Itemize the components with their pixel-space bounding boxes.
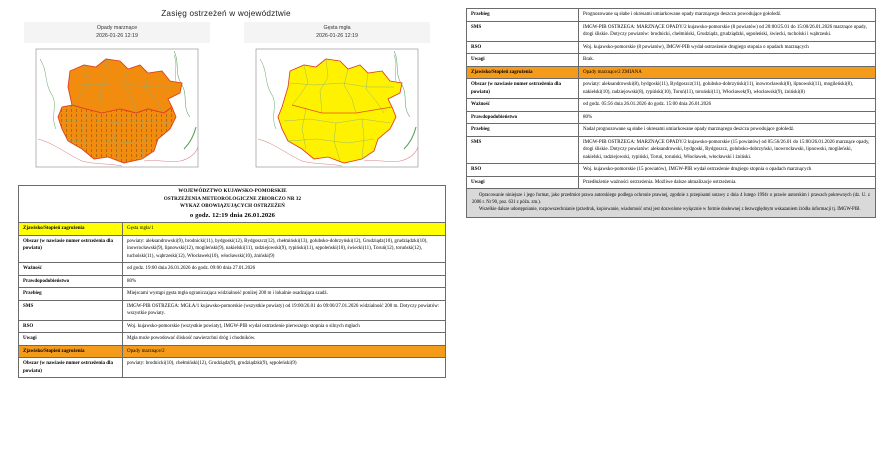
map-dense-fog-name: Gęsta mgła (323, 25, 351, 31)
table-row-course-freezing2 (467, 9, 876, 22)
value-sms-freezing2: IMGW-PIB OSTRZEGA: MARZNĄCE OPADY/2 kujawsko-pomorskie (8 powiatów) od 20:00/25.01 do 15:00/26.01.2026 marznące opady, drogi śliskie. Dotyczy powiatów: brodnicki, chełmiński, Grudziądz, grudziądzki, sępoleński, świecki, tucholski i wąbrzeski. (579, 21, 876, 41)
value-probability-freezing2-change: 80% (579, 111, 876, 124)
maps-section-title: Zasięg ostrzeżeń w województwie (161, 9, 291, 18)
value-phenomenon-freezing2: Opady marznące/2 (123, 345, 446, 358)
table-row-course-freezing2-change (467, 124, 876, 137)
label-phenomenon-2: Zjawisko/Stopień zagrożenia (19, 345, 123, 358)
table-row-area-freezing2-change (467, 79, 876, 99)
table-row-area-freezing2 (19, 358, 446, 378)
table-row-rso-freezing2 (467, 41, 876, 54)
value-area-freezing2: powiaty: brodnicki(10), chełmiński(12), Grudziądz(9), grudziądzki(9), sępoleński(9) (123, 358, 446, 378)
label-validity: Ważność (19, 263, 123, 276)
table-row-sms-freezing2-change (467, 136, 876, 164)
doc-title-line1: WOJEWÓDZTWO KUJAWSKO-POMORSKIE (178, 189, 287, 194)
map-dense-fog-svg (244, 43, 430, 175)
label-course-r1: Przebieg (467, 9, 579, 22)
table-row-probability-fog (19, 275, 446, 288)
table-row-remarks-fog (19, 333, 446, 346)
label-probability-r2: Prawdopodobieństwo (467, 111, 579, 124)
value-rso-freezing2-change: Woj. kujawsko-pomorskie (15 powiatów), IMGW-PIB wydał ostrzeżenie drugiego stopnia o opadach marznących (579, 164, 876, 177)
maps-row (0, 18, 452, 175)
map-freezing-rain-svg (24, 43, 210, 175)
label-remarks: Uwagi (19, 333, 123, 346)
table-row-validity-freezing2-change (467, 99, 876, 112)
document-title-row (19, 186, 446, 223)
table-row-remarks-freezing2 (467, 54, 876, 67)
table-row-area-fog (19, 235, 446, 263)
map-dense-fog (244, 22, 430, 175)
label-sms: SMS (19, 300, 123, 320)
table-row-course-fog (19, 288, 446, 301)
table-row-rso-fog (19, 320, 446, 333)
value-course-freezing2-change: Nadal prognozowane są słabe i okresami umiarkowane opady marznącego deszczu powodujące gołoledź. (579, 124, 876, 137)
label-area: Obszar (w nawiasie numer ostrzeżenia dla powiatu) (19, 235, 123, 263)
label-remarks-r2: Uwagi (467, 176, 579, 189)
value-rso-fog: Woj. kujawsko-pomorskie (wszystkie powiaty), IMGW-PIB wydał ostrzeżenie pierwszego stopnia o silnych mgłach (123, 320, 446, 333)
table-row-remarks-freezing2-change (467, 176, 876, 189)
map-dense-fog-timestamp: 2026-01-26 12:19 (316, 32, 358, 39)
label-remarks-r1: Uwagi (467, 54, 579, 67)
value-phenomenon-freezing2-change: Opady marznące/2 ZMIANA (579, 66, 876, 79)
doc-title-line3: WYKAZ OBOWIĄZUJĄCYCH OSTRZEŻEŃ (180, 204, 285, 209)
label-rso-r2: RSO (467, 164, 579, 177)
table-row-sms-freezing2 (467, 21, 876, 41)
value-validity-freezing2-change: od godz. 05:56 dnia 26.01.2026 do godz. 15:00 dnia 26.01.2026 (579, 99, 876, 112)
value-remarks-freezing2-change: Przedłużenie ważności ostrzeżenia. Możliwe dalsze aktualizacje ostrzeżenia. (579, 176, 876, 189)
map-dense-fog-frame (244, 43, 430, 175)
table-row-rso-freezing2-change (467, 164, 876, 177)
value-course-fog: Miejscami wystąpi gęsta mgła ograniczająca widzialność poniżej 200 m i lokalnie osadzająca szadź. (123, 288, 446, 301)
table-row-sms-fog (19, 300, 446, 320)
label-area-r2: Obszar (w nawiasie numer ostrzeżenia dla powiatu) (467, 79, 579, 99)
footnote-paragraph-1: Opracowanie niniejsze i jego format, jako przedmiot prawa autorskiego podlega ochronie prawnej, zgodnie z przepisami ustawy z dnia 4 lutego 1994r o prawie autorskim i prawach pokrewnych (dz. U. z 2006 r. Nr 90, poz. 631 z późn. zm.). (472, 193, 870, 206)
table-row-phenomenon-freezing2 (19, 345, 446, 358)
value-rso-freezing2: Woj. kujawsko-pomorskie (8 powiatów), IMGW-PIB wydał ostrzeżenie drugiego stopnia o opadach marznących (579, 41, 876, 54)
value-phenomenon-fog: Gęsta mgła/1 (123, 223, 446, 236)
value-validity-fog: od godz. 19:00 dnia 26.01.2026 do godz. 09:00 dnia 27.01.2026 (123, 263, 446, 276)
table-row-validity-fog (19, 263, 446, 276)
value-sms-fog: IMGW-PIB OSTRZEGA: MGŁA/1 kujawsko-pomorskie (wszystkie powiaty) od 19:00/26.01 do 09:00/27.01.2026 widzialność 200 m. Dotyczy powiatów: wszystkie powiaty. (123, 300, 446, 320)
map-freezing-rain-name: Opady marznące (96, 25, 138, 31)
value-remarks-fog: Mgła może powodować śliskość nawierzchni dróg i chodników. (123, 333, 446, 346)
value-remarks-freezing2: Brak. (579, 54, 876, 67)
label-course-r2: Przebieg (467, 124, 579, 137)
label-course: Przebieg (19, 288, 123, 301)
warnings-table-right (466, 8, 876, 218)
value-probability-fog: 80% (123, 275, 446, 288)
label-sms-r2: SMS (467, 136, 579, 164)
value-area-fog: powiaty: aleksandrowski(9), brodnicki(11), bydgoski(12), Bydgoszcz(12), chełmiński(13), golubsko-dobrzyński(12), Grudziądz(10), grudziądzki(10), inowrocławski(9), lipnowski(12), mogileński(9), nakielski(11), radziejowski(9), rypiński(11), sępoleński(10), świecki(11), Toruń(12), toruński(12), tucholski(11), wąbrzeski(12), Włocławek(10), włocławski(10), żniński(9) (123, 235, 446, 263)
label-rso-r1: RSO (467, 41, 579, 54)
map-dense-fog-caption (244, 22, 430, 43)
value-course-freezing2: Prognozowane są słabe i okresami umiarkowane opady marznącego deszczu powodujące gołoledź. (579, 9, 876, 22)
map-freezing-rain-caption (24, 22, 210, 43)
label-probability: Prawdopodobieństwo (19, 275, 123, 288)
label-rso: RSO (19, 320, 123, 333)
map-freezing-rain-frame (24, 43, 210, 175)
copyright-footnote (466, 189, 876, 218)
label-area-2: Obszar (w nawiasie numer ostrzeżenia dla powiatu) (19, 358, 123, 378)
label-phenomenon: Zjawisko/Stopień zagrożenia (19, 223, 123, 236)
footnote-paragraph-2: Wszelkie dalsze udostępnianie, rozpowszechnianie (przedruk, kopiowanie, wiadomość sms) jest dozwolone wyłącznie w formie dosłownej z bezwzględnym wskazaniem źródła informacji tj. IMGW-PIB. (479, 207, 861, 213)
map-freezing-rain-timestamp: 2026-01-26 12:19 (96, 32, 138, 39)
label-validity-r2: Ważność (467, 99, 579, 112)
label-phenomenon-r2: Zjawisko/Stopień zagrożenia (467, 66, 579, 79)
doc-title-line2: OSTRZEŻENIA METEOROLOGICZNE ZBIORCZO NR 32 (163, 196, 302, 202)
table-row-phenomenon-fog (19, 223, 446, 236)
value-area-freezing2-change: powiaty: aleksandrowski(8), bydgoski(11), Bydgoszcz(11), golubsko-dobrzyński(11), inowrocławski(8), lipnowski(11), mogileński(8), nakielski(10), radziejowski(8), rypiński(10), Toruń(11), toruński(11), Włocławek(9), włocławski(9), żniński(8) (579, 79, 876, 99)
table-row-probability-freezing2-change (467, 111, 876, 124)
map-freezing-rain (24, 22, 210, 175)
value-sms-freezing2-change: IMGW-PIB OSTRZEGA: MARZNĄCE OPADY/2 kujawsko-pomorskie (15 powiatów) od 05:56/26.01 do 15:00/26.01.2026 marznące opady, drogi śliskie. Dotyczy powiatów: aleksandrowski, bydgoski, Bydgoszcz, golubsko-dobrzyński, inowrocławski, lipnowski, mogileński, nakielski, radziejowski, rypiński, Toruń, toruński, Włocławek, włocławski i żniński. (579, 136, 876, 164)
doc-title-line4: o godz. 12:19 dnia 26.01.2026 (189, 211, 276, 219)
table-row-phenomenon-freezing2-change (467, 66, 876, 79)
label-sms-r1: SMS (467, 21, 579, 41)
warnings-table-left (18, 185, 446, 378)
